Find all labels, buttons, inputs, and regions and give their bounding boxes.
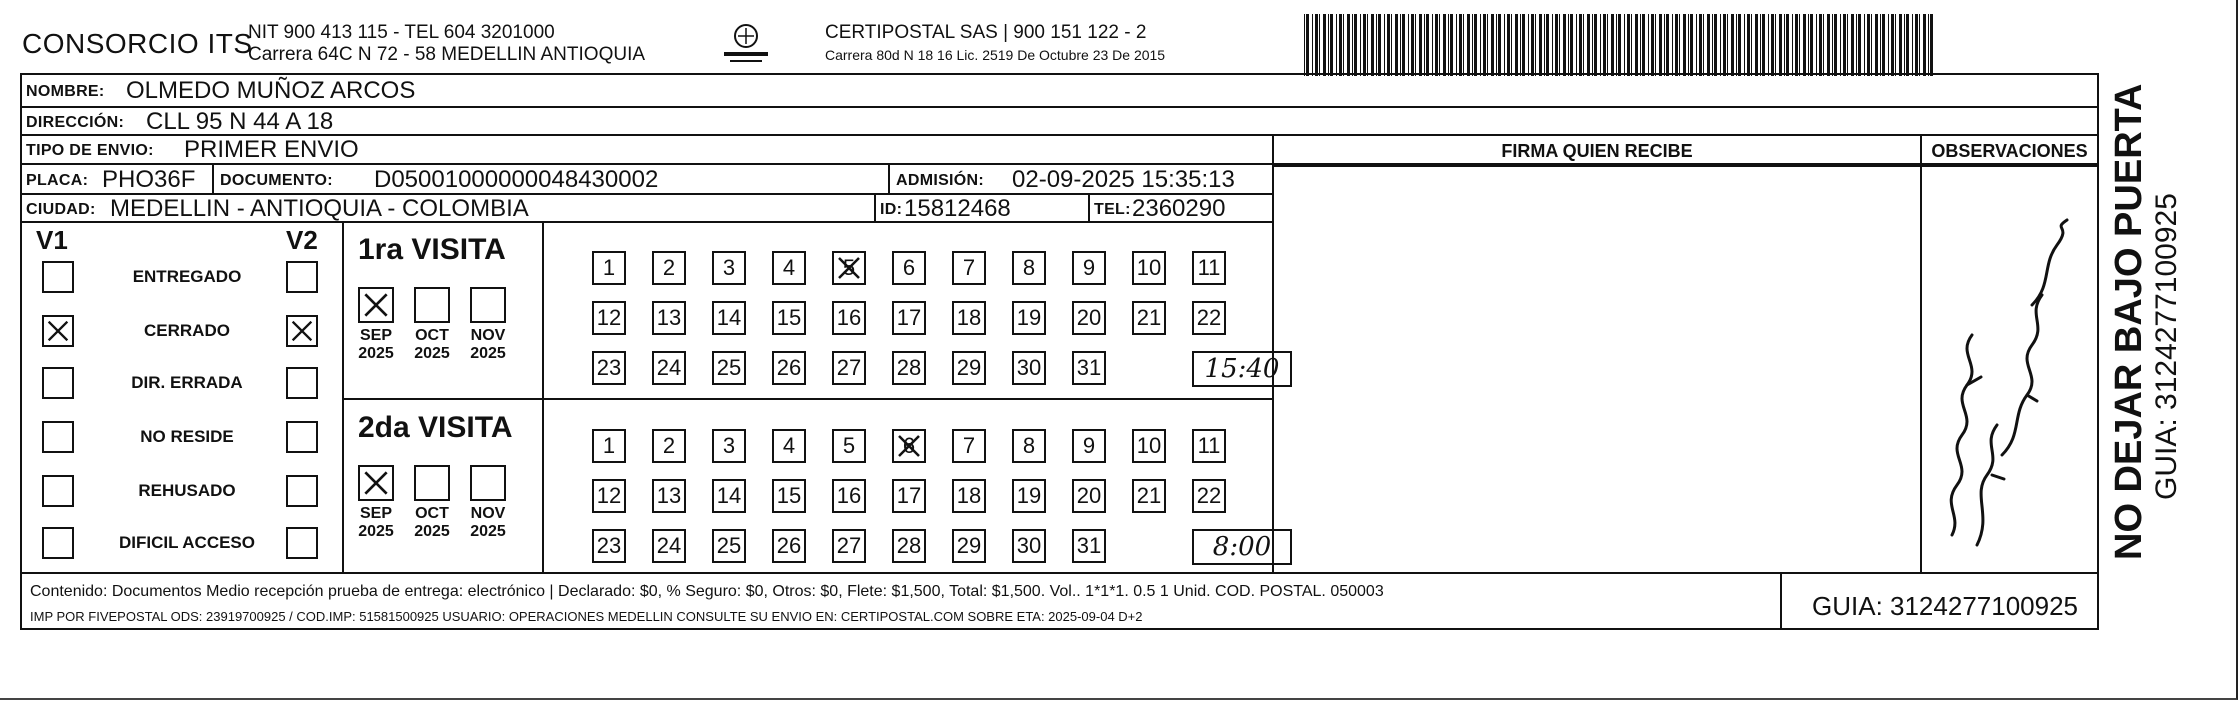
- day-box[interactable]: 11: [1192, 251, 1226, 285]
- id-value: 15812468: [904, 195, 1011, 222]
- day-box[interactable]: 24: [652, 351, 686, 385]
- delivery-form: [20, 73, 2099, 630]
- day-box[interactable]: 21: [1132, 479, 1166, 513]
- certipostal-address: Carrera 80d N 18 16 Lic. 2519 De Octubre 23 De 2015: [825, 47, 1166, 63]
- day-box[interactable]: 19: [1012, 479, 1046, 513]
- month-label: OCT 2025: [414, 505, 450, 540]
- day-box[interactable]: 19: [1012, 301, 1046, 335]
- day-box[interactable]: 8: [1012, 251, 1046, 285]
- footer-imp: IMP POR FIVEPOSTAL ODS: 23919700925 / COD.IMP: 51581500925 USUARIO: OPERACIONES MEDELLIN CONSULTE SU ENVIO EN: CERTIPOSTAL.COM SOBRE ETA: 2025-09-04 D+2: [30, 609, 1143, 624]
- status-v2-checkbox[interactable]: [286, 527, 318, 559]
- day-box[interactable]: 25: [712, 351, 746, 385]
- firma-header: FIRMA QUIEN RECIBE: [1501, 141, 1693, 161]
- tel-value: 2360290: [1132, 195, 1226, 222]
- day-box[interactable]: 16: [832, 301, 866, 335]
- day-box[interactable]: 5: [832, 429, 866, 463]
- day-box[interactable]: 24: [652, 529, 686, 563]
- observaciones-header: OBSERVACIONES: [1931, 141, 2088, 161]
- status-v1-checkbox[interactable]: [42, 527, 74, 559]
- placa-value: PHO36F: [102, 166, 196, 193]
- nombre-value: OLMEDO MUÑOZ ARCOS: [126, 77, 416, 104]
- status-v1-checkbox[interactable]: [42, 261, 74, 293]
- day-box[interactable]: 28: [892, 351, 926, 385]
- visit-2-title: 2da VISITA: [358, 411, 513, 444]
- nombre-row: [22, 75, 2097, 108]
- day-box[interactable]: 17: [892, 301, 926, 335]
- day-box[interactable]: 23: [592, 351, 626, 385]
- day-box[interactable]: 1: [592, 429, 626, 463]
- day-box[interactable]: 21: [1132, 301, 1166, 335]
- month-label: SEP 2025: [358, 327, 394, 362]
- ciudad-label: CIUDAD:: [26, 201, 96, 218]
- day-box[interactable]: 2: [652, 429, 686, 463]
- handwritten-note-icon: [1932, 215, 2082, 555]
- day-box[interactable]: 13: [652, 301, 686, 335]
- day-box[interactable]: 22: [1192, 479, 1226, 513]
- day-box[interactable]: 17: [892, 479, 926, 513]
- status-v2-checkbox[interactable]: [286, 315, 318, 347]
- day-box[interactable]: 26: [772, 529, 806, 563]
- day-box[interactable]: 14: [712, 301, 746, 335]
- day-box[interactable]: 7: [952, 429, 986, 463]
- day-box[interactable]: 27: [832, 529, 866, 563]
- ciudad-value: MEDELLIN - ANTIOQUIA - COLOMBIA: [110, 195, 529, 222]
- barcode-icon: [1304, 14, 1940, 76]
- month-label: SEP 2025: [358, 505, 394, 540]
- day-box[interactable]: 2: [652, 251, 686, 285]
- day-box[interactable]: 31: [1072, 529, 1106, 563]
- day-box[interactable]: 31: [1072, 351, 1106, 385]
- certipostal-logo-icon: [716, 20, 776, 70]
- month-checkbox[interactable]: [358, 465, 394, 501]
- day-box[interactable]: 25: [712, 529, 746, 563]
- status-v2-checkbox[interactable]: [286, 367, 318, 399]
- month-label: NOV 2025: [470, 327, 506, 362]
- tel-label: TEL:: [1094, 201, 1131, 218]
- day-box[interactable]: 4: [772, 429, 806, 463]
- day-box[interactable]: 5: [832, 251, 866, 285]
- month-checkbox[interactable]: [470, 287, 506, 323]
- day-box[interactable]: 11: [1192, 429, 1226, 463]
- day-box[interactable]: 28: [892, 529, 926, 563]
- day-box[interactable]: 12: [592, 301, 626, 335]
- status-v2-checkbox[interactable]: [286, 475, 318, 507]
- admision-label: ADMISIÓN:: [896, 172, 985, 189]
- day-box[interactable]: 18: [952, 479, 986, 513]
- status-label: ENTREGADO: [132, 267, 242, 286]
- day-box[interactable]: 7: [952, 251, 986, 285]
- status-label: DIFICIL ACCESO: [118, 533, 255, 552]
- placa-label: PLACA:: [26, 172, 89, 189]
- nombre-label: NOMBRE:: [26, 83, 105, 100]
- month-checkbox[interactable]: [470, 465, 506, 501]
- day-box[interactable]: 6: [892, 251, 926, 285]
- day-box[interactable]: 10: [1132, 429, 1166, 463]
- day-box[interactable]: 29: [952, 529, 986, 563]
- month-checkbox[interactable]: [358, 287, 394, 323]
- hour-box[interactable]: 15:40: [1192, 351, 1292, 387]
- company-info: [248, 22, 645, 66]
- day-box[interactable]: 15: [772, 301, 806, 335]
- v1-header: V1: [36, 225, 68, 255]
- day-box[interactable]: 23: [592, 529, 626, 563]
- day-box[interactable]: 27: [832, 351, 866, 385]
- month-checkbox[interactable]: [414, 465, 450, 501]
- no-dejar-bajo-puerta: NO DEJAR BAJO PUERTA: [2108, 83, 2150, 560]
- day-box[interactable]: 20: [1072, 301, 1106, 335]
- visit-1-title: 1ra VISITA: [358, 233, 506, 266]
- tipo-label: TIPO DE ENVIO:: [26, 142, 154, 159]
- day-box[interactable]: 1: [592, 251, 626, 285]
- day-box[interactable]: 6: [892, 429, 926, 463]
- status-label: DIR. ERRADA: [131, 373, 243, 392]
- day-box[interactable]: 12: [592, 479, 626, 513]
- day-box[interactable]: 8: [1012, 429, 1046, 463]
- status-v2-checkbox[interactable]: [286, 261, 318, 293]
- placa-row: [22, 165, 1272, 195]
- status-v1-checkbox[interactable]: [42, 475, 74, 507]
- day-box[interactable]: 30: [1012, 529, 1046, 563]
- status-v2-checkbox[interactable]: [286, 421, 318, 453]
- company-name: CONSORCIO ITS: [22, 28, 253, 59]
- hour-box[interactable]: 8:00: [1192, 529, 1292, 565]
- company-nit-tel: NIT 900 413 115 - TEL 604 3201000: [248, 22, 555, 43]
- month-label: NOV 2025: [470, 505, 506, 540]
- month-checkbox[interactable]: [414, 287, 450, 323]
- status-v1-checkbox[interactable]: [42, 315, 74, 347]
- day-box[interactable]: 10: [1132, 251, 1166, 285]
- day-box[interactable]: 3: [712, 429, 746, 463]
- day-box[interactable]: 14: [712, 479, 746, 513]
- day-box[interactable]: 16: [832, 479, 866, 513]
- status-v1-checkbox[interactable]: [42, 367, 74, 399]
- direccion-value: CLL 95 N 44 A 18: [146, 108, 334, 135]
- day-box[interactable]: 13: [652, 479, 686, 513]
- certipostal-info: [825, 22, 1165, 66]
- day-box[interactable]: 18: [952, 301, 986, 335]
- status-label: NO RESIDE: [140, 427, 234, 446]
- day-box[interactable]: 26: [772, 351, 806, 385]
- documento-value: D05001000000048430002: [374, 166, 659, 193]
- v2-header: V2: [286, 225, 318, 255]
- admision-value: 02-09-2025 15:35:13: [1012, 166, 1235, 193]
- day-box[interactable]: 20: [1072, 479, 1106, 513]
- status-label: CERRADO: [144, 321, 230, 340]
- direccion-label: DIRECCIÓN:: [26, 114, 125, 131]
- day-box[interactable]: 22: [1192, 301, 1226, 335]
- documento-label: DOCUMENTO:: [220, 172, 333, 189]
- day-box[interactable]: 30: [1012, 351, 1046, 385]
- footer-guia: GUIA: 3124277100925: [1812, 591, 2078, 621]
- day-box[interactable]: 29: [952, 351, 986, 385]
- side-guia: GUIA: 3124277100925: [2150, 193, 2183, 500]
- day-box[interactable]: 3: [712, 251, 746, 285]
- certipostal-name: CERTIPOSTAL SAS | 900 151 122 - 2: [825, 22, 1147, 43]
- day-box[interactable]: 15: [772, 479, 806, 513]
- day-box[interactable]: 9: [1072, 251, 1106, 285]
- company-address: Carrera 64C N 72 - 58 MEDELLIN ANTIOQUIA: [248, 44, 646, 65]
- direccion-row: [22, 108, 2097, 136]
- id-label: ID:: [880, 201, 903, 218]
- ciudad-row: [22, 195, 1272, 223]
- status-label: REHUSADO: [138, 481, 236, 500]
- status-v1-checkbox[interactable]: [42, 421, 74, 453]
- day-box[interactable]: 9: [1072, 429, 1106, 463]
- month-label: OCT 2025: [414, 327, 450, 362]
- footer-contenido: Contenido: Documentos Medio recepción prueba de entrega: electrónico | Declarado: $0, % Seguro: $0, Otros: $0, Flete: $1,500, Total: $1,500. Vol.. 1*1*1. 0.5 1 Unid. COD. POSTAL. 050003: [30, 583, 1384, 600]
- tipo-value: PRIMER ENVIO: [184, 136, 359, 163]
- day-box[interactable]: 4: [772, 251, 806, 285]
